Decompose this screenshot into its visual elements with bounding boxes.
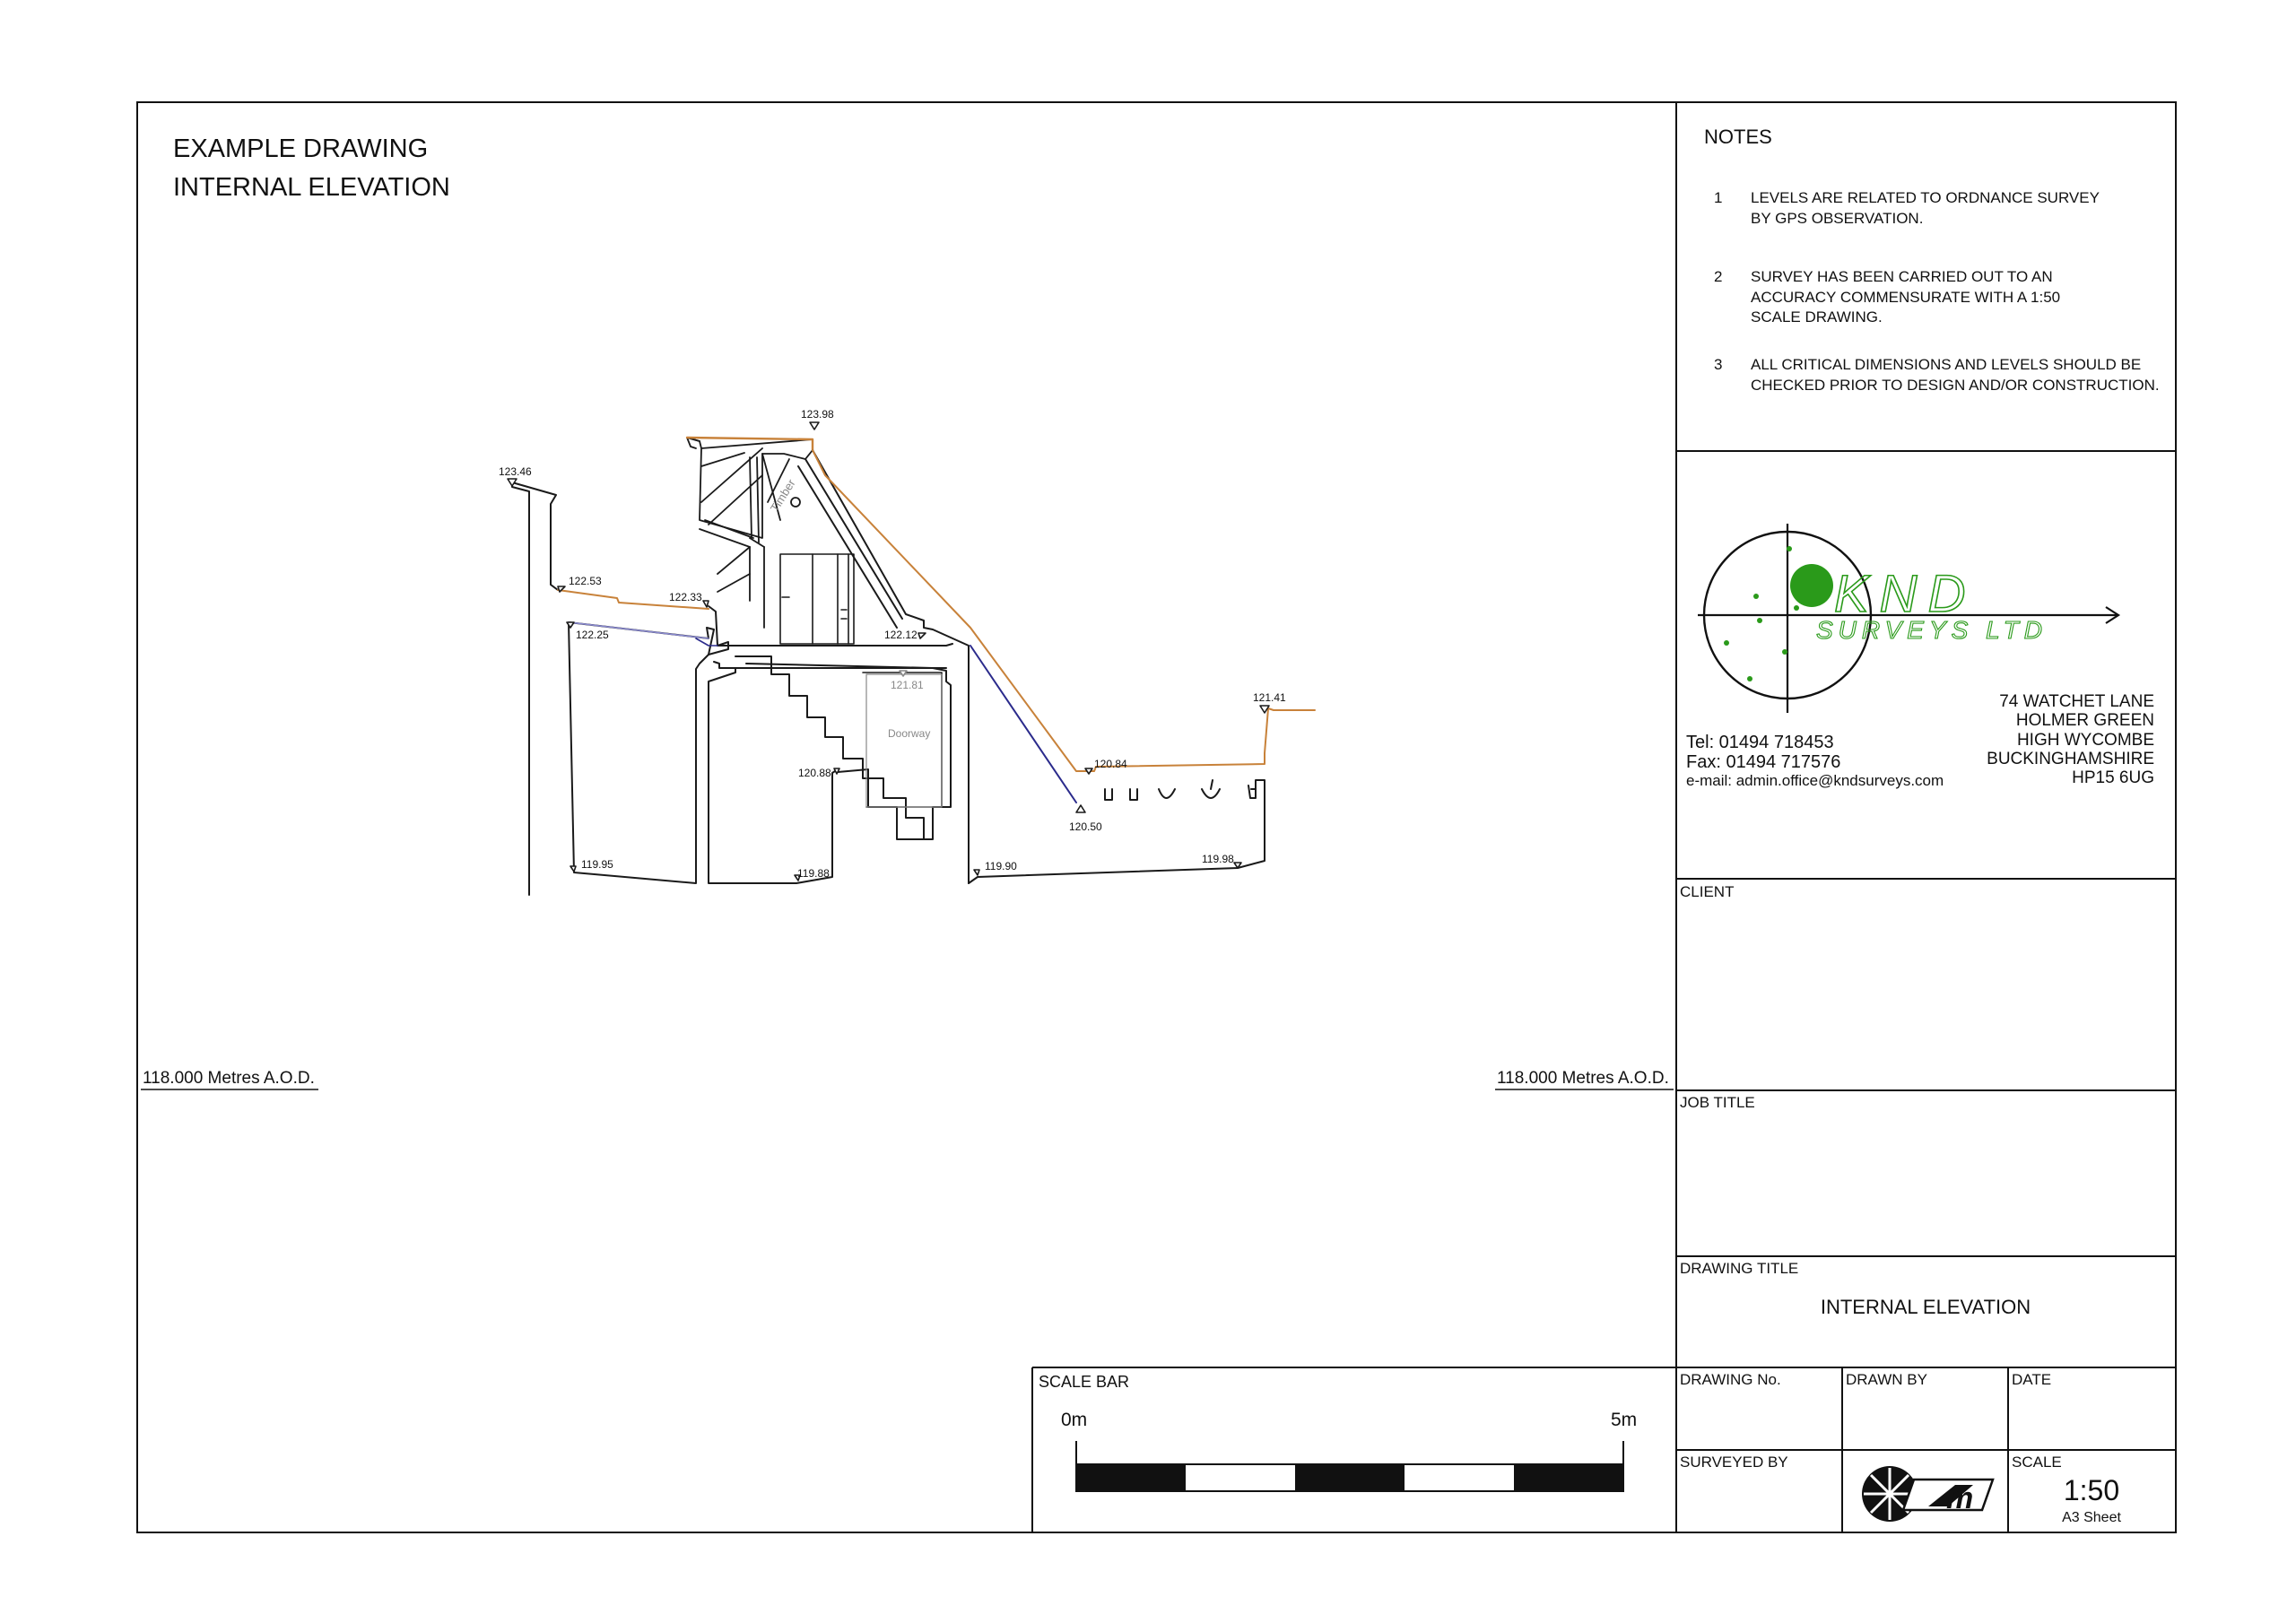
surveyor-logo: [1862, 1466, 1993, 1522]
level-label: 123.98: [801, 408, 834, 421]
address-line: 74 WATCHET LANE: [1999, 692, 2154, 711]
level-label: 119.90: [985, 860, 1017, 872]
cupboard: [780, 554, 854, 644]
doorway-label: Doorway: [888, 727, 931, 740]
timber-roof: [687, 438, 813, 628]
scale-bar-title: SCALE BAR: [1039, 1373, 1130, 1391]
note-line: ACCURACY COMMENSURATE WITH A 1:50: [1751, 289, 2061, 306]
sheet-size: A3 Sheet: [2062, 1510, 2121, 1525]
client-label: CLIENT: [1680, 883, 1735, 900]
drawing-no-label: DRAWING No.: [1680, 1371, 1781, 1388]
note-line: BY GPS OBSERVATION.: [1751, 210, 1924, 227]
level-label: 120.84: [1094, 758, 1127, 770]
note-item: [1714, 356, 2160, 394]
address-line: HP15 6UG: [2072, 768, 2154, 787]
surveyed-by-label: SURVEYED BY: [1680, 1454, 1788, 1471]
scale-bar-segment: [1295, 1464, 1405, 1491]
level-labels: [499, 408, 1286, 880]
notes-panel: [1704, 126, 2160, 394]
company-address: [1987, 692, 2154, 787]
datum-left-label: 118.000 Metres A.O.D.: [143, 1069, 315, 1088]
level-label: 120.88: [798, 767, 831, 779]
note-number: 2: [1714, 268, 1723, 285]
drawing-title-label: DRAWING TITLE: [1680, 1260, 1799, 1277]
surveyor-logo-letter: m: [1946, 1481, 1974, 1515]
elevation-drawing: [499, 408, 1315, 895]
drawn-by-label: DRAWN BY: [1846, 1371, 1927, 1388]
scale-bar-start: 0m: [1061, 1410, 1088, 1430]
company-contact: [1686, 733, 1944, 789]
level-label: 121.81: [891, 679, 924, 691]
level-label: 119.88: [797, 867, 830, 880]
company-email: e-mail: admin.office@kndsurveys.com: [1686, 772, 1944, 789]
level-label: 122.12: [884, 629, 918, 641]
job-title-label: JOB TITLE: [1680, 1094, 1755, 1111]
level-label: 120.50: [1069, 820, 1102, 833]
address-line: BUCKINGHAMSHIRE: [1987, 750, 2154, 768]
scale-bar-segment: [1514, 1464, 1623, 1491]
central-room: [709, 606, 952, 883]
logo-big-dot: [1790, 564, 1833, 607]
level-label: 122.53: [569, 575, 602, 587]
datum-right-label: 118.000 Metres A.O.D.: [1497, 1069, 1669, 1088]
drawing-heading-1: EXAMPLE DRAWING: [173, 135, 429, 163]
note-line: SCALE DRAWING.: [1751, 308, 1883, 325]
level-markers: [508, 422, 1269, 881]
address-line: HOLMER GREEN: [2015, 711, 2154, 730]
right-orange-slope: [813, 450, 1315, 771]
right-blue-slope: [970, 646, 1076, 803]
level-label: 119.98: [1202, 853, 1234, 865]
datum-right: [1495, 1069, 1674, 1089]
drawing-title-value: INTERNAL ELEVATION: [1820, 1296, 2031, 1318]
logo-word: KND: [1834, 565, 1977, 623]
left-blue-connector: [696, 638, 718, 646]
scale-value: 1:50: [2063, 1474, 2120, 1506]
company-logo: [1698, 524, 2118, 713]
timber-label: Timber: [767, 476, 798, 515]
note-item: [1714, 268, 2060, 325]
address-line: HIGH WYCOMBE: [2016, 731, 2154, 750]
scale-bar: [1039, 1373, 1637, 1491]
note-number: 1: [1714, 189, 1723, 206]
scale-bar-segment: [1076, 1464, 1186, 1491]
note-line: SURVEY HAS BEEN CARRIED OUT TO AN: [1751, 268, 2053, 285]
level-label: 119.95: [581, 858, 613, 871]
level-label: 121.41: [1253, 691, 1286, 704]
company-fax: Fax: 01494 717576: [1686, 752, 1841, 772]
scale-label: SCALE: [2012, 1454, 2062, 1471]
date-label: DATE: [2012, 1371, 2052, 1388]
note-line: CHECKED PRIOR TO DESIGN AND/OR CONSTRUCTION.: [1751, 377, 2160, 394]
note-line: LEVELS ARE RELATED TO ORDNANCE SURVEY: [1751, 189, 2100, 206]
level-label: 122.33: [669, 591, 702, 603]
level-label: 122.25: [576, 629, 609, 641]
note-item: [1714, 189, 2100, 227]
note-number: 3: [1714, 356, 1723, 373]
drawing-heading-2: INTERNAL ELEVATION: [173, 173, 450, 202]
company-tel: Tel: 01494 718453: [1686, 733, 1834, 752]
doorway: [863, 673, 942, 807]
left-wall: [512, 482, 558, 895]
level-label: 123.46: [499, 465, 532, 478]
datum-left: [141, 1069, 318, 1089]
scale-bar-end: 5m: [1611, 1410, 1638, 1430]
left-room: [569, 622, 714, 883]
logo-sub: SURVEYS LTD: [1816, 616, 2048, 644]
notes-title: NOTES: [1704, 126, 1772, 148]
note-line: ALL CRITICAL DIMENSIONS AND LEVELS SHOULD BE: [1751, 356, 2142, 373]
